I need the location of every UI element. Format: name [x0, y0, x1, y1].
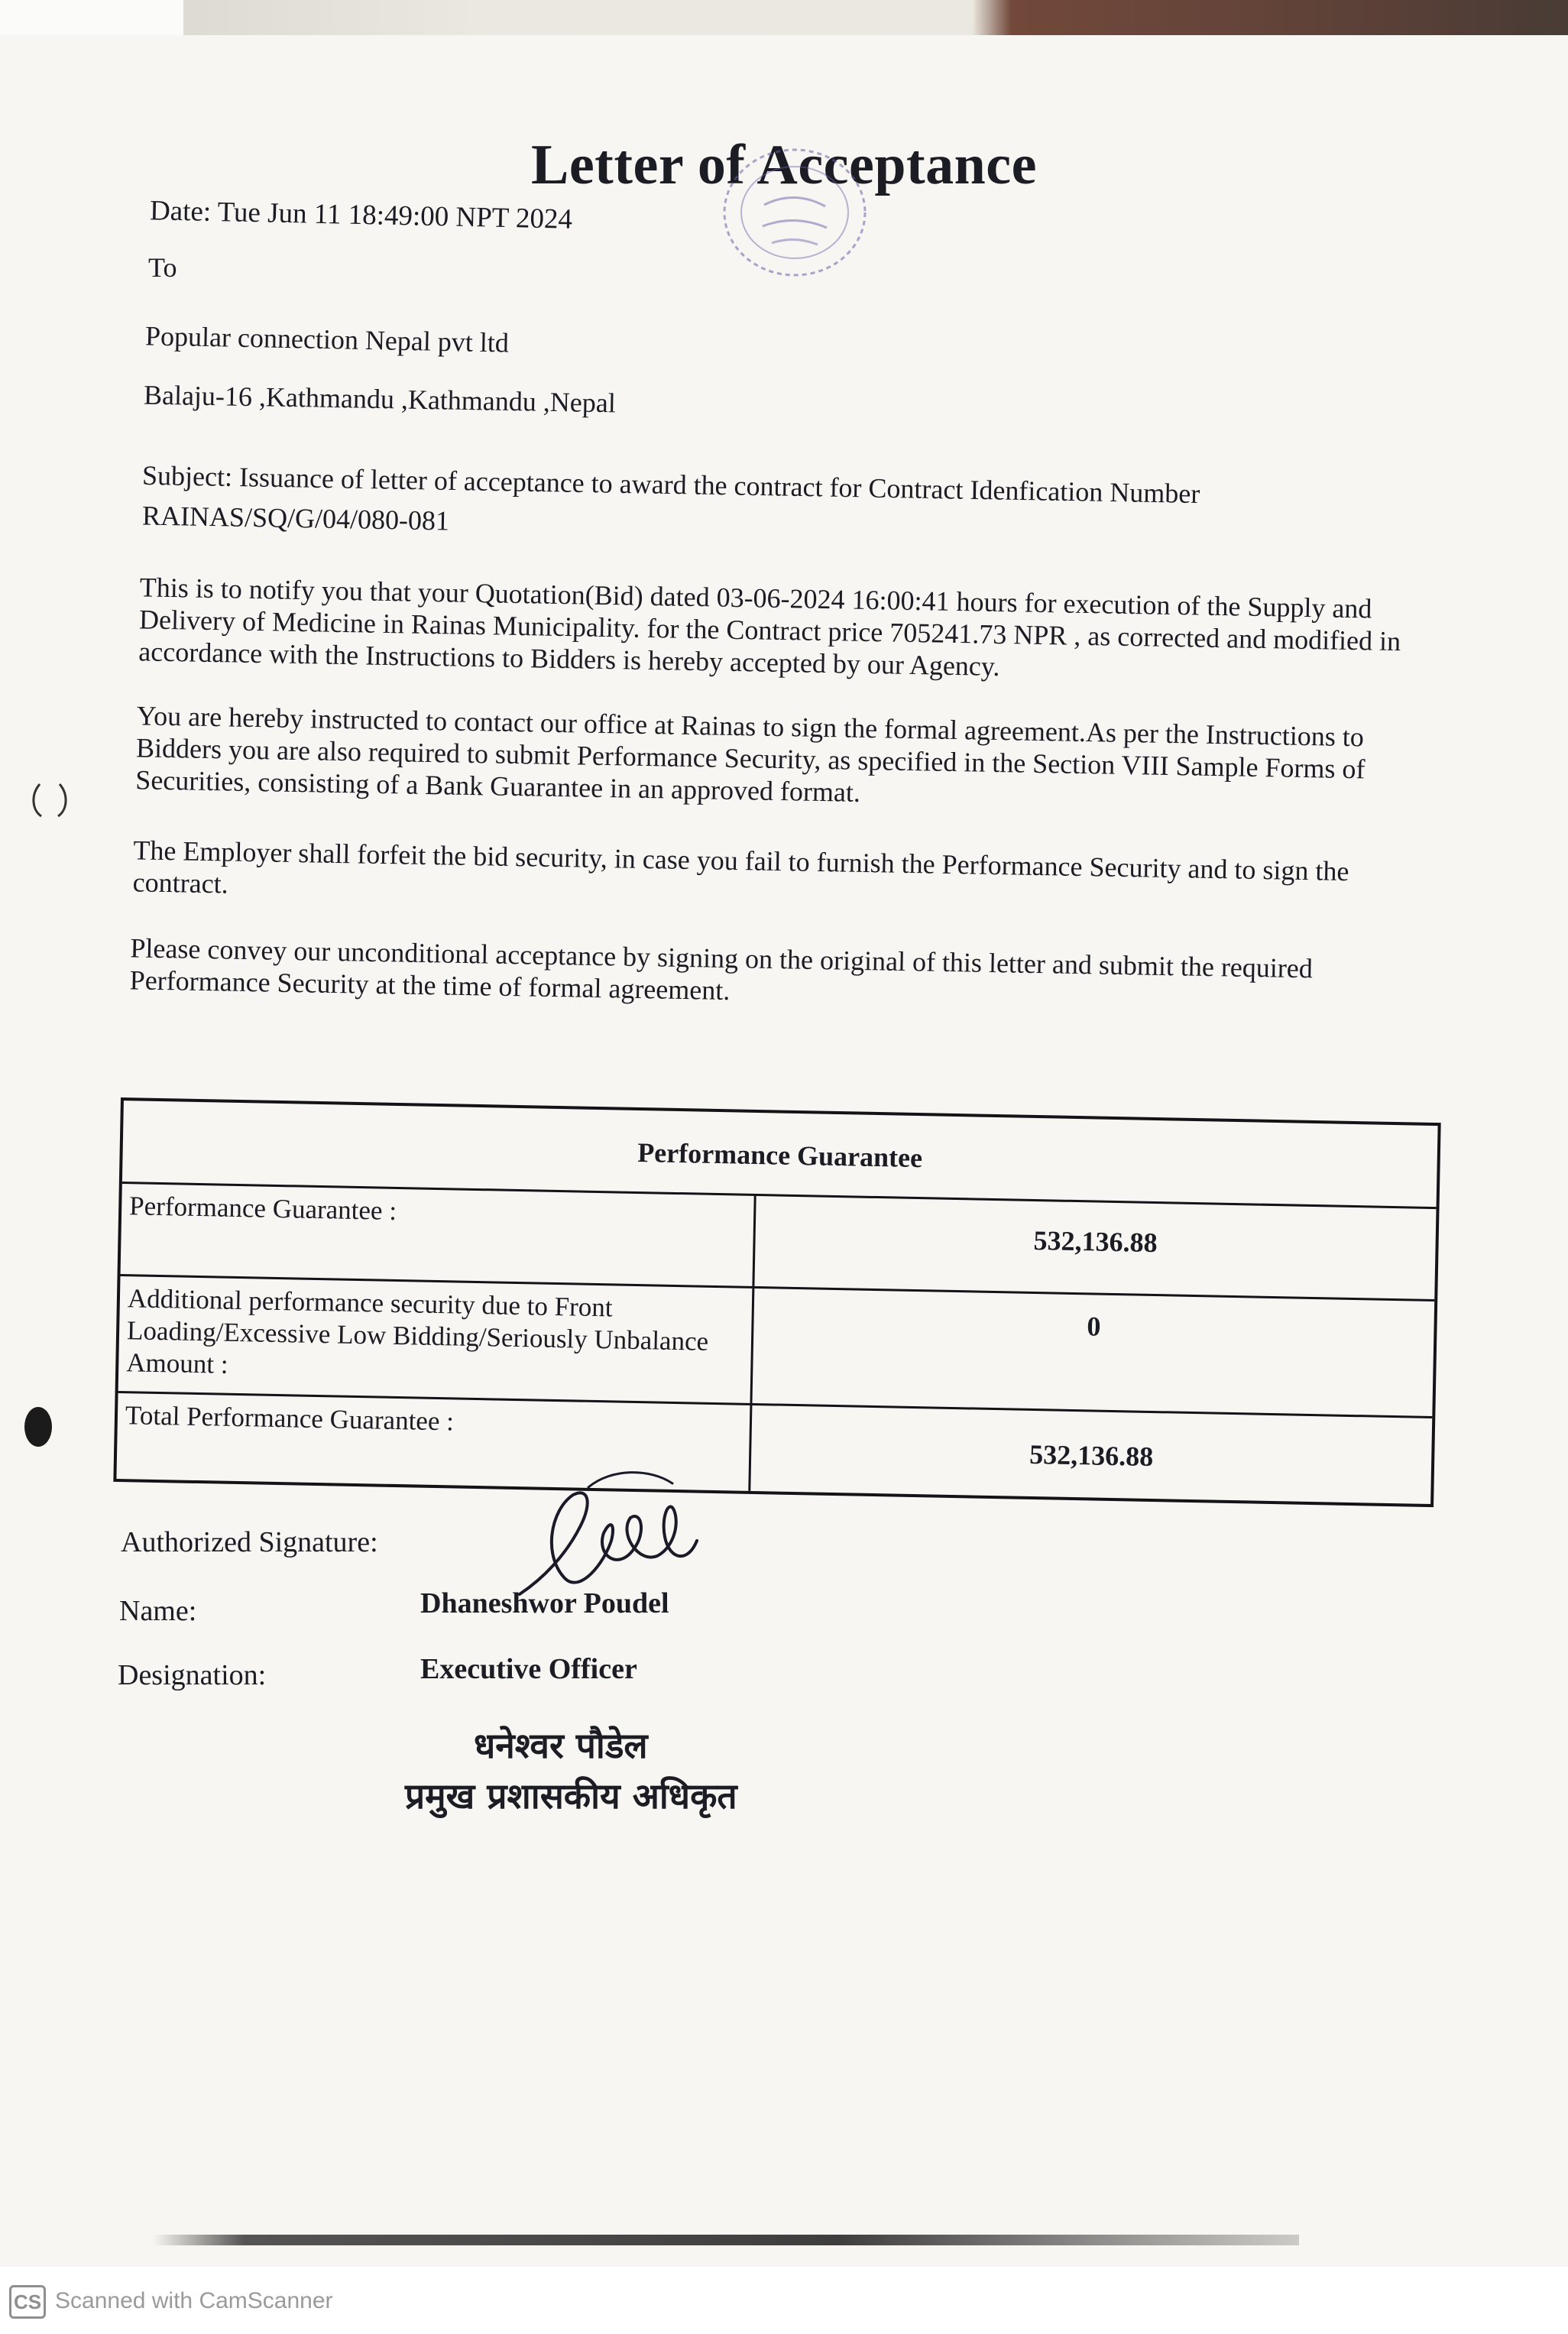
row-value: 532,136.88: [1033, 1224, 1158, 1259]
nepali-name-stamp: धनेश्वर पौडेल: [474, 1725, 648, 1766]
scan-top-edge: [0, 0, 1568, 35]
row-label: Additional performance security due to Front Loading/Excessive Low Bidding/Seriously Unbalance Amount :: [118, 1276, 755, 1403]
camscanner-logo-icon: CS: [9, 2285, 46, 2319]
scan-bottom-edge: [153, 2235, 1299, 2245]
document-page: [0, 35, 1568, 2267]
authorized-signature-label: Authorized Signature:: [121, 1526, 378, 1558]
to-label: To: [148, 252, 177, 283]
performance-guarantee-table: [113, 1097, 1440, 1507]
scanner-footer: [0, 2267, 1568, 2334]
paragraph-forfeit: The Employer shall forfeit the bid security, in case you fail to furnish the Performance Security and to sign the contract.: [132, 835, 1349, 900]
subject-line-1: Subject: Issuance of letter of acceptance to award the contract for Contract Idenfication Number: [141, 459, 1200, 510]
row-value: 532,136.88: [1029, 1438, 1154, 1473]
designation-value: Executive Officer: [420, 1653, 637, 1685]
row-label: Performance Guarantee :: [121, 1184, 756, 1286]
punch-hole-mark: [21, 1403, 58, 1451]
name-label: Name:: [119, 1595, 197, 1627]
paragraph-notification: This is to notify you that your Quotation(Bid) dated 03-06-2024 16:00:41 hours for execution of the Supply and Delivery of Medicine in Rainas Municipality. for the Contract price 705241.73 NPR , as corrected and modified in accordance with the Instructions to Bidders is hereby accepted by our Agency.: [138, 572, 1401, 682]
name-value: Dhaneshwor Poudel: [420, 1587, 669, 1619]
row-value: 0: [1087, 1311, 1101, 1342]
scan-top-edge-left: [0, 0, 183, 35]
table-header: Performance Guarantee: [637, 1137, 923, 1174]
document-title: Letter of Acceptance: [530, 134, 1038, 196]
date-line: Date: Tue Jun 11 18:49:00 NPT 2024: [149, 195, 573, 235]
recipient-name: Popular connection Nepal pvt ltd: [144, 320, 510, 358]
punch-hole-mark: [29, 776, 72, 822]
paragraph-instructions: You are hereby instructed to contact our office at Rainas to sign the formal agreement.As per the Instructions to Bidders you are also required to submit Performance Security, as specified in the Section VIII Sample Forms of Securities, consisting of a Bank Guarantee in an approved format.: [135, 700, 1366, 808]
office-stamp: [711, 136, 879, 289]
nepali-designation-stamp: प्रमुख प्रशासकीय अधिकृत: [405, 1775, 737, 1817]
designation-label: Designation:: [118, 1659, 267, 1691]
row-label: Total Performance Guarantee :: [116, 1393, 752, 1491]
subject-line-2: RAINAS/SQ/G/04/080-081: [141, 500, 450, 536]
paragraph-acceptance: Please convey our unconditional acceptance by signing on the original of this letter and submit the required Performance Security at the time of formal agreement.: [129, 932, 1314, 1007]
camscanner-watermark: Scanned with CamScanner: [55, 2288, 333, 2313]
recipient-address: Balaju-16 ,Kathmandu ,Kathmandu ,Nepal: [143, 379, 617, 419]
